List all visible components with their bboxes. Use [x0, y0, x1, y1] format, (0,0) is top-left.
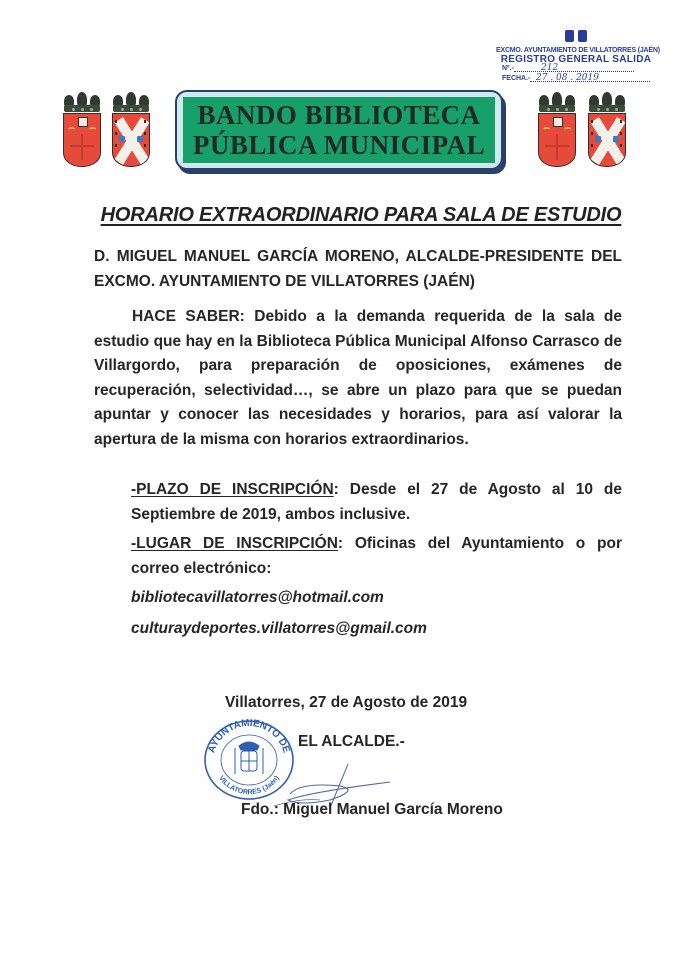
registration-period-label: -PLAZO DE INSCRIPCIÓN: [131, 481, 334, 498]
crown-icon: [537, 90, 577, 112]
coat-of-arms-villargordo-left: [111, 90, 151, 166]
registry-stamp: [496, 30, 660, 85]
stamp-number-label: Nº.-: [502, 65, 514, 72]
stamp-emblem-icon: [496, 30, 656, 46]
stamp-date-row: [496, 75, 656, 85]
stamp-date-value: 27 . 08 . 2019: [536, 73, 599, 83]
stamp-number-value: 212: [541, 63, 559, 73]
registration-place: [131, 532, 622, 581]
place-and-date: Villatorres, 27 de Agosto de 2019: [225, 694, 468, 711]
stamp-title: REGISTRO GENERAL SALIDA: [500, 54, 652, 65]
intro-paragraph: D. MIGUEL MANUEL GARCÍA MORENO, ALCALDE-PRESIDENTE DEL EXCMO. AYUNTAMIENTO DE VILLATORRES (JAÉN): [94, 248, 622, 290]
crown-icon: [62, 90, 102, 112]
shield-tower-cross-icon: [63, 113, 101, 167]
document-heading: HORARIO EXTRAORDINARIO PARA SALA DE ESTUDIO: [100, 204, 622, 226]
stamp-date-label: FECHA.-: [502, 75, 531, 82]
coat-of-arms-villargordo-right: [587, 90, 627, 166]
crown-icon: [587, 90, 627, 112]
registration-place-label: -LUGAR DE INSCRIPCIÓN: [131, 535, 338, 552]
shield-saltire-icon: [112, 113, 150, 167]
body-paragraph: HACE SABER: Debido a la demanda requerida de la sala de estudio que hay en la Biblioteca Pública Municipal Alfonso Carrasco de Villargordo, para preparación de oposiciones, exámenes de recuperación, selectividad…, se abre un plazo para que se puedan apuntar y conocer las necesidades y horarios, para así valorar la apertura de la misma con horarios extraordinarios.: [94, 308, 622, 448]
seal-top-text: AYUNTAMIENTO DE: [206, 718, 292, 755]
shield-saltire-icon: [588, 113, 626, 167]
spanish-coat-of-arms-icon: [235, 742, 263, 774]
registration-place-text: : Oficinas del Ayuntamiento o por correo electrónico:: [131, 535, 622, 577]
registration-period: [131, 478, 622, 527]
crown-icon: [111, 90, 151, 112]
banner-line-2: PÚBLICA MUNICIPAL: [192, 130, 486, 160]
registration-period-text: : Desde el 27 de Agosto al 10 de Septiembre de 2019, ambos inclusive.: [131, 481, 622, 523]
stamp-institution: EXCMO. AYUNTAMIENTO DE VILLATORRES (JAÉN): [496, 47, 660, 54]
coat-of-arms-villatorres-left: [62, 90, 102, 166]
title-banner: [175, 90, 503, 170]
coat-of-arms-villatorres-right: [537, 90, 577, 166]
seal-bottom-text: VILLATORRES (Jaén): [217, 774, 281, 797]
signer-title: EL ALCALDE.-: [298, 733, 405, 750]
email-link-library[interactable]: bibliotecavillatorres@hotmail.com: [131, 589, 384, 606]
signed-by: Fdo.: Miguel Manuel García Moreno: [241, 801, 503, 818]
shield-tower-cross-icon: [538, 113, 576, 167]
email-link-culture-sports[interactable]: culturaydeportes.villatorres@gmail.com: [131, 620, 427, 637]
banner-line-1: BANDO BIBLIOTECA: [197, 100, 481, 130]
